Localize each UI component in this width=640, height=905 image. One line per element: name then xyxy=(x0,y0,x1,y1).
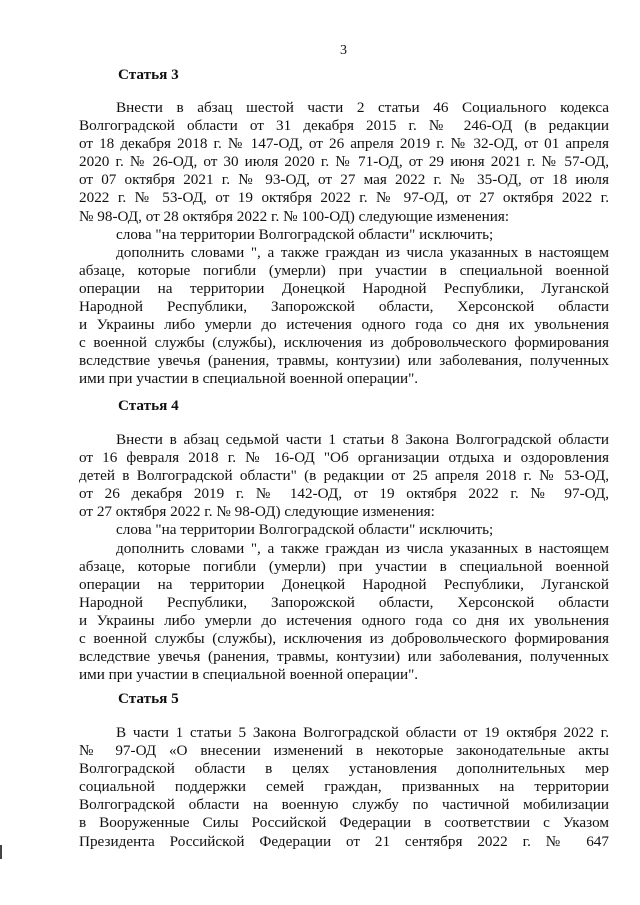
page-number: 3 xyxy=(340,43,347,58)
text-line: операции на территории Донецкой Народной Республики, Луганской xyxy=(79,279,609,297)
scan-edge-mark xyxy=(0,845,2,859)
text-line: Президента Российской Федерации от 21 сентября 2022 г. № 647 xyxy=(79,832,609,850)
text-line: дополнить словами ", а также граждан из числа указанных в настоящем xyxy=(116,243,609,261)
text-line: Народной Республики, Запорожской области, Херсонской области xyxy=(79,298,609,316)
text-line: Волгоградской области на военную службу по частичной мобилизации xyxy=(79,796,609,814)
article-4-body xyxy=(79,431,609,684)
text-line: социальной поддержки семей граждан, призванных на территории xyxy=(79,778,609,796)
text-line: от 27 октября 2022 г. № 98-ОД) следующие изменения: xyxy=(79,503,435,521)
text-line: с военной службы (службы), исключения из добровольческого формирования xyxy=(79,630,609,648)
text-line: от 07 октября 2021 г. № 93-ОД, от 27 мая 2022 г. № 35-ОД, от 18 июля xyxy=(79,171,609,189)
text-line: ими при участии в специальной военной операции". xyxy=(79,370,419,388)
text-line: Внести в абзац шестой части 2 статьи 46 Социального кодекса xyxy=(116,99,609,116)
article-5-body xyxy=(79,724,609,851)
text-line: в Вооруженные Силы Российской Федерации в соответствии с Указом xyxy=(79,814,609,832)
text-line: слова "на территории Волгоградской области" исключить; xyxy=(116,521,494,539)
text-line: В части 1 статьи 5 Закона Волгоградской области от 19 октября 2022 г. xyxy=(116,724,609,741)
text-line: детей в Волгоградской области" (в редакции от 25 апреля 2018 г. № 53-ОД, xyxy=(79,467,609,485)
text-line: № 98-ОД, от 28 октября 2022 г. № 100-ОД) следующие изменения: xyxy=(79,207,510,225)
article-5-title: Статья 5 xyxy=(118,690,179,707)
text-line: 2022 г. № 53-ОД, от 19 октября 2022 г. № 97-ОД, от 27 октября 2022 г. xyxy=(79,189,609,207)
article-3-title: Статья 3 xyxy=(118,66,179,83)
text-line: операции на территории Донецкой Народной Республики, Луганской xyxy=(79,575,609,593)
text-line: вследствие увечья (ранения, травмы, контузии) или заболевания, полученных xyxy=(79,352,609,370)
text-line: ими при участии в специальной военной операции". xyxy=(79,666,419,684)
article-3-body xyxy=(79,99,609,389)
text-line: от 18 декабря 2018 г. № 147-ОД, от 26 апреля 2019 г. № 32-ОД, от 01 апреля xyxy=(79,135,609,153)
text-line: слова "на территории Волгоградской области" исключить; xyxy=(116,225,494,243)
text-line: абзаце, которые погибли (умерли) при участии в специальной военной xyxy=(79,261,609,279)
text-line: Волгоградской области от 31 декабря 2015 г. № 246-ОД (в редакции xyxy=(79,117,609,135)
text-line: № 97-ОД «О внесении изменений в некоторые законодательные акты xyxy=(79,742,609,760)
text-line: 2020 г. № 26-ОД, от 30 июля 2020 г. № 71-ОД, от 29 июня 2021 г. № 57-ОД, xyxy=(79,153,609,171)
text-line: Внести в абзац седьмой части 1 статьи 8 Закона Волгоградской области xyxy=(116,431,609,448)
text-line: дополнить словами ", а также граждан из числа указанных в настоящем xyxy=(116,539,609,557)
text-line: и Украины либо умерли до истечения одного года со дня их увольнения xyxy=(79,316,609,334)
text-line: абзаце, которые погибли (умерли) при участии в специальной военной xyxy=(79,557,609,575)
text-line: с военной службы (службы), исключения из добровольческого формирования xyxy=(79,334,609,352)
text-line: от 16 февраля 2018 г. № 16-ОД "Об организации отдыха и оздоровления xyxy=(79,449,609,467)
article-4-title: Статья 4 xyxy=(118,397,179,414)
text-line: от 26 декабря 2019 г. № 142-ОД, от 19 октября 2022 г. № 97-ОД, xyxy=(79,485,609,503)
text-line: Народной Республики, Запорожской области, Херсонской области xyxy=(79,593,609,611)
text-line: и Украины либо умерли до истечения одного года со дня их увольнения xyxy=(79,611,609,629)
text-line: вследствие увечья (ранения, травмы, контузии) или заболевания, полученных xyxy=(79,648,609,666)
text-line: Волгоградской области в целях установления дополнительных мер xyxy=(79,760,609,778)
